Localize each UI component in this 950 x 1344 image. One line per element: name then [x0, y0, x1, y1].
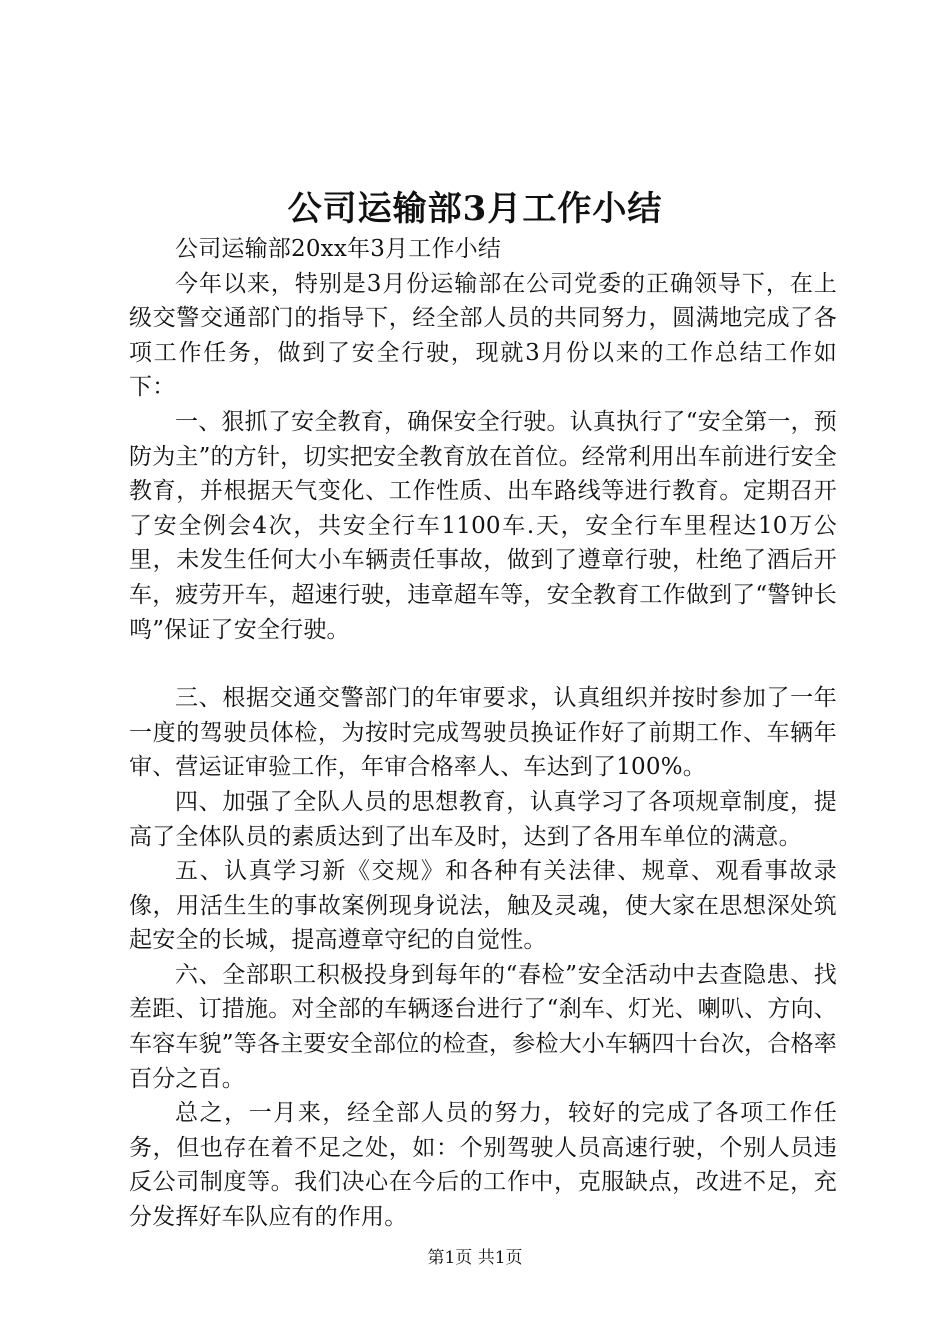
document-body — [129, 232, 837, 1235]
paragraph-spring-check: 六、全部职工积极投身到每年的“春检”安全活动中去查隐患、找差距、订措施。对全部的车辆逐台进行了“刹车、灯光、喇叭、方向、车容车貌”等各主要安全部位的检查，参检大小车辆四十台次，合格率百分之百。 — [129, 961, 837, 1092]
page-number-footer: 第1页 共1页 — [427, 1248, 523, 1268]
paragraph-conclusion: 总之，一月来，经全部人员的努力，较好的完成了各项工作任务，但也存在着不足之处，如：个别驾驶人员高速行驶，个别人员违反公司制度等。我们决心在今后的工作中，克服缺点，改进不足，充分发挥好车队应有的作用。 — [129, 1100, 837, 1231]
paragraph-annual-inspection: 三、根据交通交警部门的年审要求，认真组织并按时参加了一年一度的驾驶员体检，为按时完成驾驶员换证作好了前期工作、车辆年审、营运证审验工作，年审合格率人、车达到了100%。 — [129, 685, 837, 781]
paragraph-safety-education: 一、狠抓了安全教育，确保安全行驶。认真执行了“安全第一，预防为主”的方针，切实把安全教育放在首位。经常利用出车前进行安全教育，并根据天气变化、工作性质、出车路线等进行教育。定期召开了安全例会4次，共安全行车1100车.天，安全行车里程达10万公里，未发生任何大小车辆责任事故，做到了遵章行驶，杜绝了酒后开车，疲劳开车，超速行驶，违章超车等，安全教育工作做到了“警钟长鸣”保证了安全行驶。 — [129, 408, 837, 643]
paragraph-intro: 今年以来，特别是3月份运输部在公司党委的正确领导下，在上级交警交通部门的指导下，经全部人员的共同努力，圆满地完成了各项工作任务，做到了安全行驶，现就3月份以来的工作总结工作如下： — [129, 270, 837, 401]
document-subtitle: 公司运输部20xx年3月工作小结 — [175, 236, 502, 262]
document-title: 公司运输部3月工作小结 — [287, 189, 663, 229]
paragraph-spacer — [129, 647, 837, 681]
paragraph-ideological-education: 四、加强了全队人员的思想教育，认真学习了各项规章制度，提高了全体队员的素质达到了出车及时，达到了各用车单位的满意。 — [129, 788, 837, 850]
paragraph-traffic-rules-study: 五、认真学习新《交规》和各种有关法律、规章、观看事故录像，用活生生的事故案例现身说法，触及灵魂，使大家在思想深处筑起安全的长城，提高遵章守纪的自觉性。 — [129, 858, 837, 954]
